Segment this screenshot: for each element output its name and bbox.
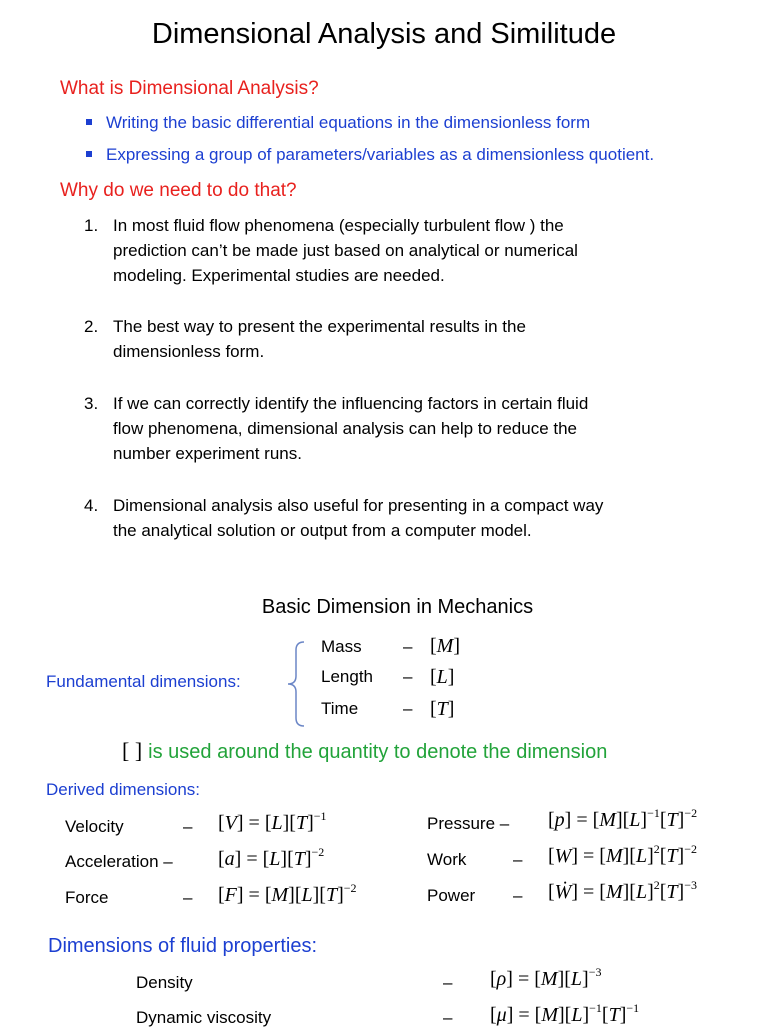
bracket-note-text: is used around the quantity to denote the dimension bbox=[148, 741, 608, 763]
dimension-name: Mass bbox=[321, 637, 362, 656]
question-why: Why do we need to do that? bbox=[60, 180, 297, 201]
formula-work: $[W] = [M][L]^2[T]^{-2}$ bbox=[548, 842, 697, 867]
list-item bbox=[84, 213, 724, 293]
derived-label: Derived dimensions: bbox=[46, 780, 201, 799]
derived-name: Power bbox=[427, 886, 476, 905]
list-line: modeling. Experimental studies are needed. bbox=[113, 266, 445, 285]
formula-viscosity: $[\mu] = [M][L]^{-1}[T]^{-1}$ bbox=[490, 1001, 640, 1026]
formula-force: $[F] = [M][L][T]^{-2}$ bbox=[218, 881, 357, 906]
list-number: 4. bbox=[84, 496, 99, 515]
fluid-name: Density bbox=[136, 973, 193, 992]
section-heading: Basic Dimension in Mechanics bbox=[261, 596, 534, 618]
bullet-item bbox=[86, 145, 654, 165]
list-line: flow phenomena, dimensional analysis can help to reduce the bbox=[113, 419, 578, 438]
derived-name: Velocity bbox=[65, 817, 124, 836]
derived-name: Pressure – bbox=[427, 814, 510, 833]
dash: – bbox=[513, 850, 523, 869]
dash: – bbox=[513, 886, 523, 905]
list-line: If we can correctly identify the influencing factors in certain fluid bbox=[113, 394, 589, 413]
dimension-symbol: [T] bbox=[430, 698, 455, 720]
dash: – bbox=[183, 817, 193, 836]
list-item bbox=[84, 314, 724, 369]
list-item bbox=[84, 391, 724, 471]
dash: – bbox=[403, 667, 413, 686]
list-line: Dimensional analysis also useful for presenting in a compact way bbox=[113, 496, 604, 515]
dash: – bbox=[443, 1008, 453, 1027]
dash: – bbox=[183, 888, 193, 907]
bracket-symbol: [ ] bbox=[122, 738, 143, 763]
list-line: the analytical solution or output from a computer model. bbox=[113, 521, 532, 540]
bracket-note bbox=[122, 738, 607, 764]
bullet-text: Writing the basic differential equations in the dimensionless form bbox=[106, 113, 591, 132]
dimension-symbol: [L] bbox=[430, 666, 455, 688]
list-line: dimensionless form. bbox=[113, 342, 265, 361]
square-bullet-icon bbox=[86, 119, 92, 125]
fluid-name: Dynamic viscosity bbox=[136, 1008, 272, 1027]
formula-acceleration: $[a] = [L][T]^{-2}$ bbox=[218, 845, 325, 870]
list-line: In most fluid flow phenomena (especially turbulent flow ) the bbox=[113, 216, 564, 235]
question-what: What is Dimensional Analysis? bbox=[60, 78, 319, 99]
curly-brace-icon bbox=[286, 640, 306, 728]
derived-name: Acceleration – bbox=[65, 852, 173, 871]
dash: – bbox=[403, 699, 413, 718]
dash: – bbox=[403, 637, 413, 656]
derived-name: Force bbox=[65, 888, 109, 907]
square-bullet-icon bbox=[86, 151, 92, 157]
formula-power: [Ẇ] = $[M][L]^2[T]^{-3}$ bbox=[548, 878, 697, 903]
list-number: 1. bbox=[84, 216, 99, 235]
dimension-name: Time bbox=[321, 699, 359, 718]
formula-velocity: $[V] = [L][T]^{-1}$ bbox=[218, 809, 327, 834]
list-line: number experiment runs. bbox=[113, 444, 302, 463]
dash: – bbox=[443, 973, 453, 992]
bullet-text: Expressing a group of parameters/variables as a dimensionless quotient. bbox=[106, 145, 655, 164]
dimension-symbol: [M] bbox=[430, 635, 461, 657]
list-number: 3. bbox=[84, 394, 99, 413]
fluid-label: Dimensions of fluid properties: bbox=[48, 935, 318, 957]
formula-density: $[\rho] = [M][L]^{-3}$ bbox=[490, 965, 602, 990]
page-title: Dimensional Analysis and Similitude bbox=[151, 18, 617, 50]
list-line: prediction can’t be made just based on analytical or numerical bbox=[113, 241, 578, 260]
bullet-item bbox=[86, 113, 590, 133]
list-item bbox=[84, 493, 724, 548]
dimension-name: Length bbox=[321, 667, 373, 686]
formula-pressure: $[p] = [M][L]^{-1}[T]^{-2}$ bbox=[548, 806, 698, 831]
list-line: The best way to present the experimental results in the bbox=[113, 317, 526, 336]
fundamental-label: Fundamental dimensions: bbox=[46, 672, 241, 691]
derived-name: Work bbox=[427, 850, 467, 869]
list-number: 2. bbox=[84, 317, 99, 336]
